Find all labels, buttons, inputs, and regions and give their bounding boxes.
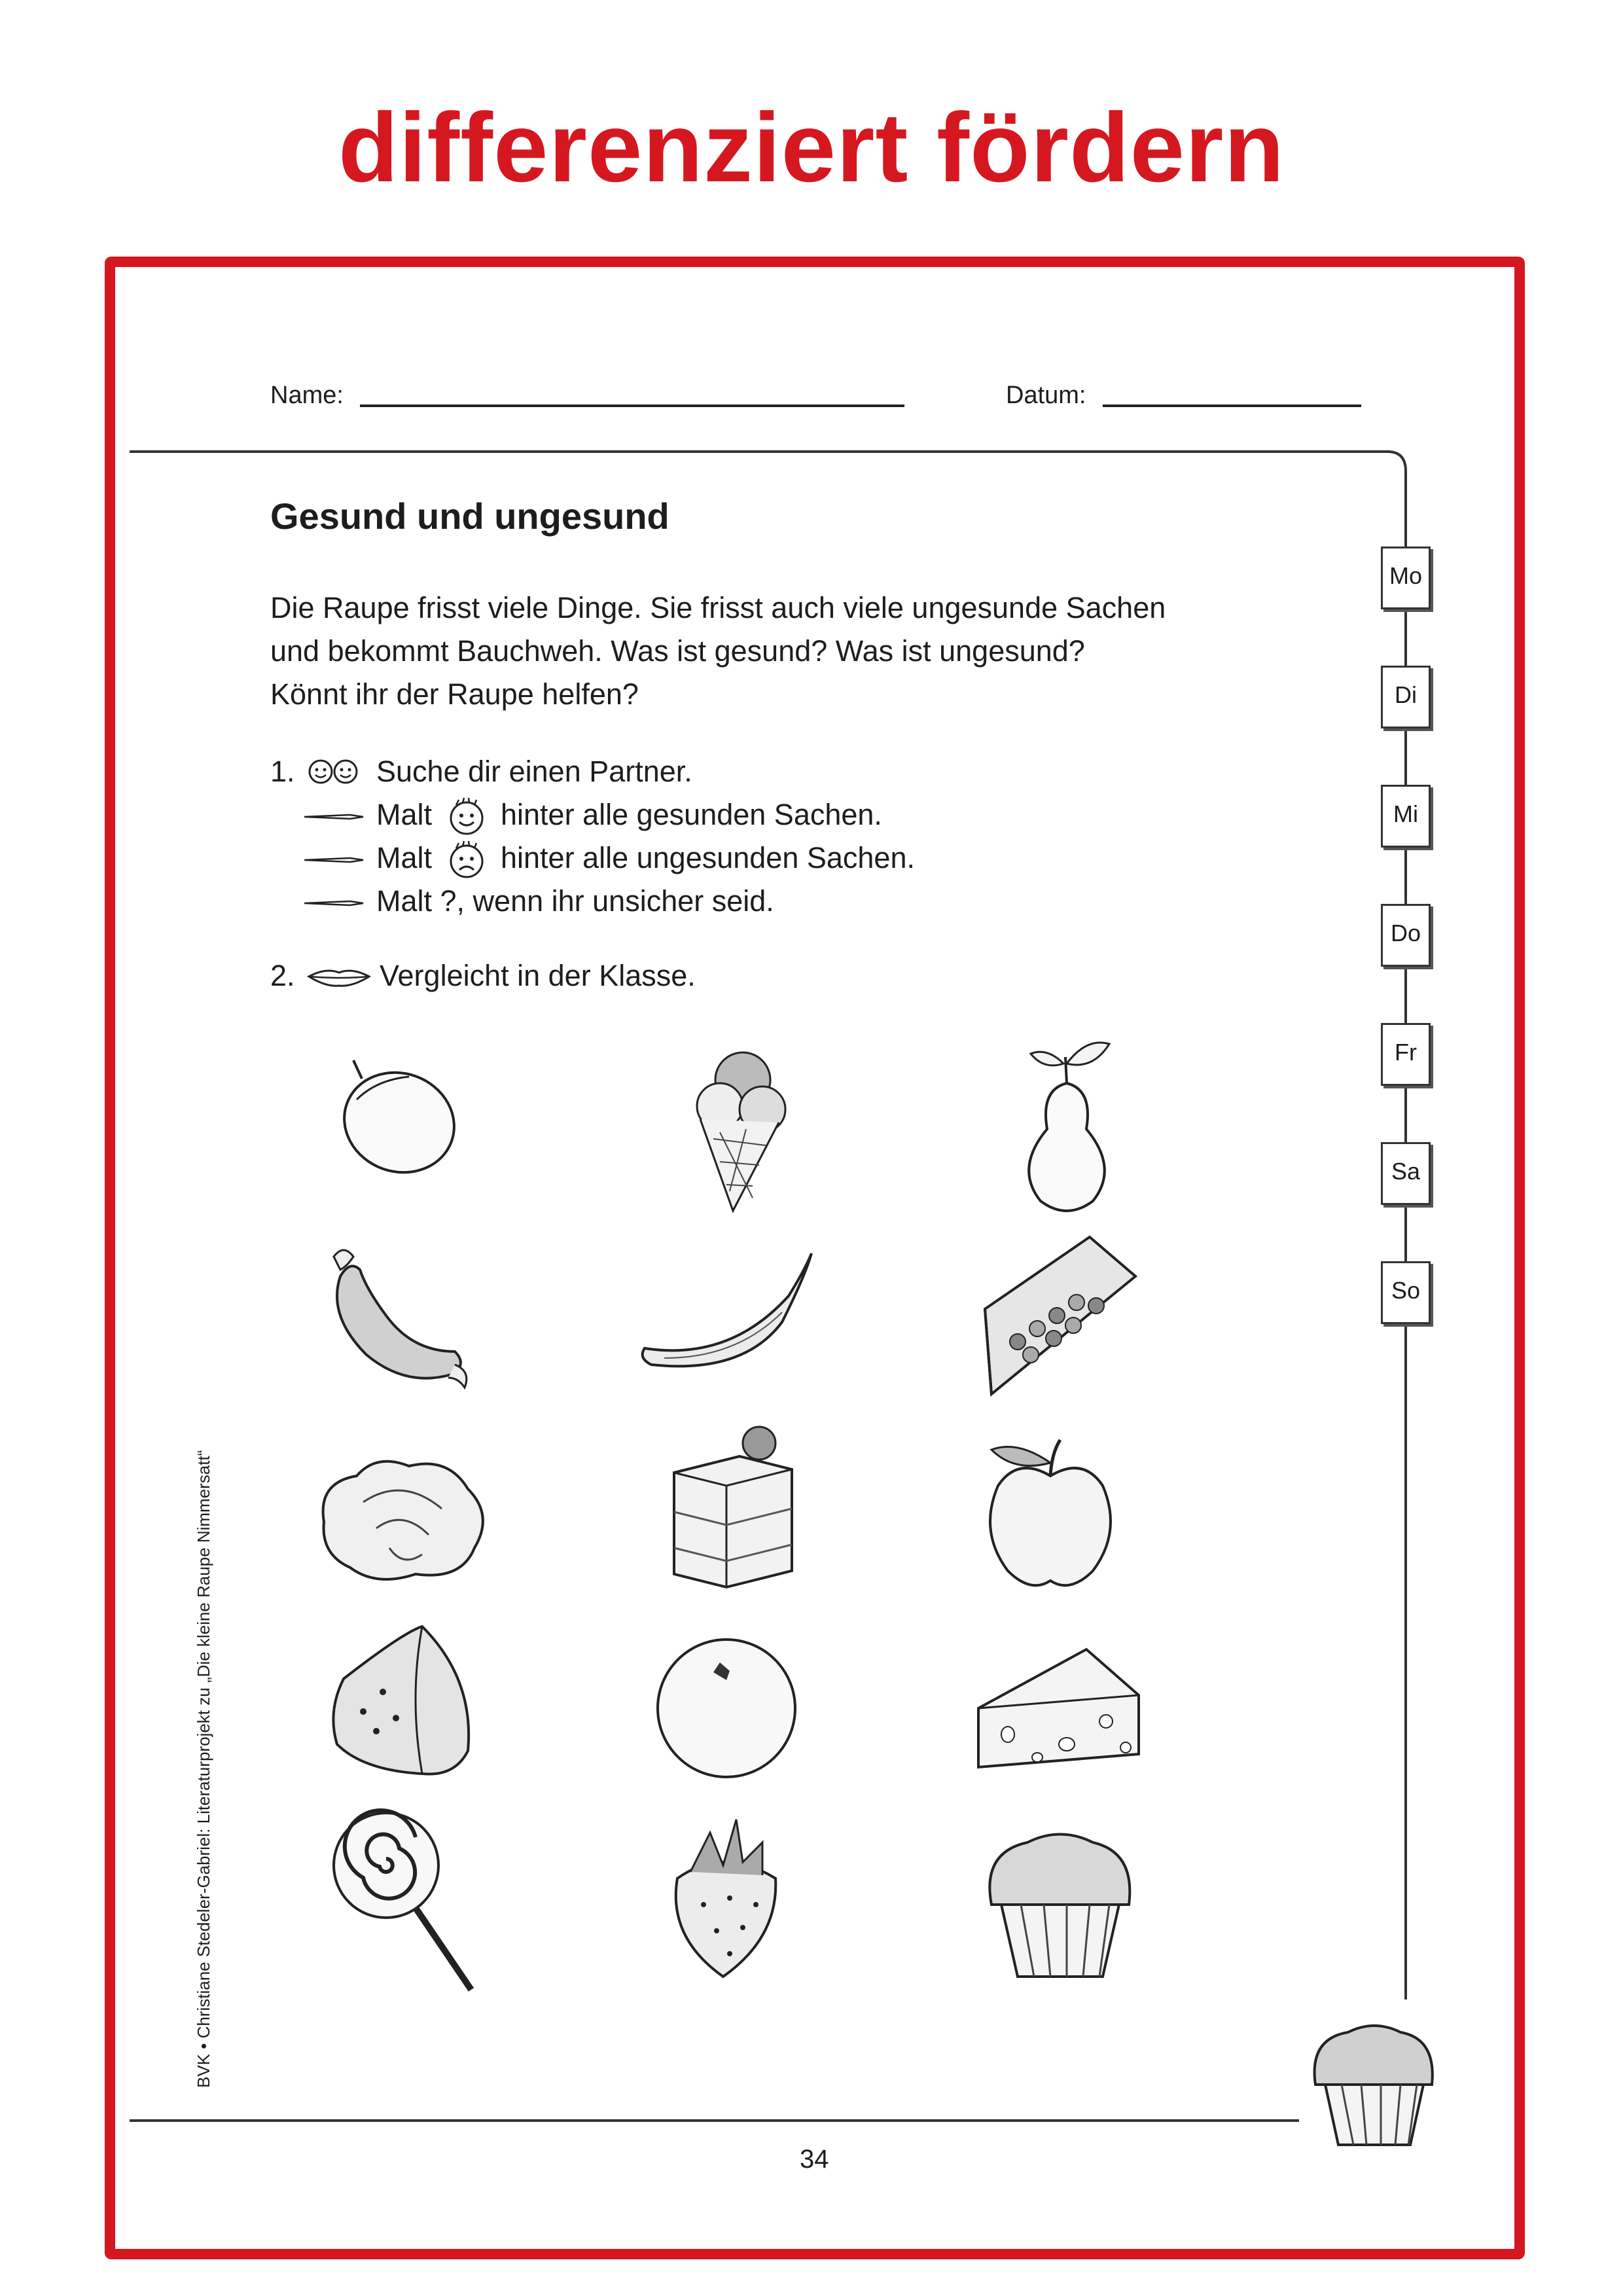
- pencil-icon: [304, 898, 366, 908]
- worksheet-title: Gesund und ungesund: [270, 495, 669, 537]
- strawberry-illustration: [664, 1806, 789, 1983]
- lips-icon: [306, 966, 372, 988]
- watermelon-slice-illustration: [324, 1620, 488, 1784]
- day-tag-sunday: So: [1381, 1261, 1431, 1324]
- intro-text: [270, 586, 1383, 716]
- sausage-illustration: [314, 1237, 491, 1401]
- day-tag-friday: Fr: [1381, 1023, 1431, 1086]
- sad-face-icon: [447, 840, 486, 880]
- intro-line: Könnt ihr der Raupe helfen?: [270, 677, 639, 711]
- happy-face-icon: [447, 797, 486, 836]
- task-1-number: 1.: [270, 755, 295, 788]
- ice-cream-cone-illustration: [681, 1041, 812, 1217]
- task-1: [270, 750, 1317, 923]
- task-1-line: hinter alle gesunden Sachen.: [501, 798, 882, 831]
- task-1-line: Suche dir einen Partner.: [376, 755, 692, 788]
- name-label: Name:: [270, 382, 344, 409]
- pencil-icon: [304, 812, 366, 822]
- swiss-cheese-illustration: [975, 1636, 1145, 1774]
- cucumber-illustration: [638, 1250, 821, 1374]
- plum-illustration: [330, 1047, 474, 1185]
- task-1-line: Malt: [376, 841, 433, 874]
- orange-illustration: [648, 1633, 805, 1784]
- task-1-line: Malt: [376, 798, 433, 831]
- day-tag-saturday: Sa: [1381, 1142, 1431, 1205]
- apple-illustration: [978, 1427, 1129, 1597]
- lettuce-illustration: [311, 1450, 494, 1587]
- day-tag-monday: Mo: [1381, 547, 1431, 609]
- cupcake-illustration: [982, 1826, 1139, 1983]
- lollipop-illustration: [330, 1806, 481, 1996]
- intro-line: und bekommt Bauchweh. Was ist gesund? Was ist ungesund?: [270, 634, 1085, 668]
- intro-line: Die Raupe frisst viele Dinge. Sie frisst auch viele ungesunde Sachen: [270, 591, 1166, 624]
- day-tag-wednesday: Mi: [1381, 785, 1431, 848]
- decorative-cupcake-icon: [1309, 2019, 1440, 2150]
- day-tag-tuesday: Di: [1381, 666, 1431, 728]
- task-2: [270, 954, 1317, 997]
- task-2-number: 2.: [270, 959, 295, 992]
- pear-illustration: [1001, 1037, 1132, 1221]
- task-2-text: Vergleicht in der Klasse.: [380, 959, 696, 992]
- pencil-icon: [304, 855, 366, 865]
- task-1-line: hinter alle ungesunden Sachen.: [501, 841, 915, 874]
- banner-title: differenziert fördern: [338, 92, 1285, 202]
- date-label: Datum:: [1006, 382, 1086, 409]
- side-credit: BVK • Christiane Stedeler-Gabriel: Literaturprojekt zu „Die kleine Raupe Nimmersatt“: [194, 1450, 213, 2088]
- day-tag-thursday: Do: [1381, 904, 1431, 967]
- partner-faces-icon: [308, 758, 360, 785]
- cherry-pie-slice-illustration: [978, 1230, 1142, 1401]
- cake-slice-illustration: [661, 1420, 805, 1597]
- task-1-line: Malt ?, wenn ihr unsicher seid.: [376, 884, 774, 918]
- page-number: 34: [800, 2145, 829, 2174]
